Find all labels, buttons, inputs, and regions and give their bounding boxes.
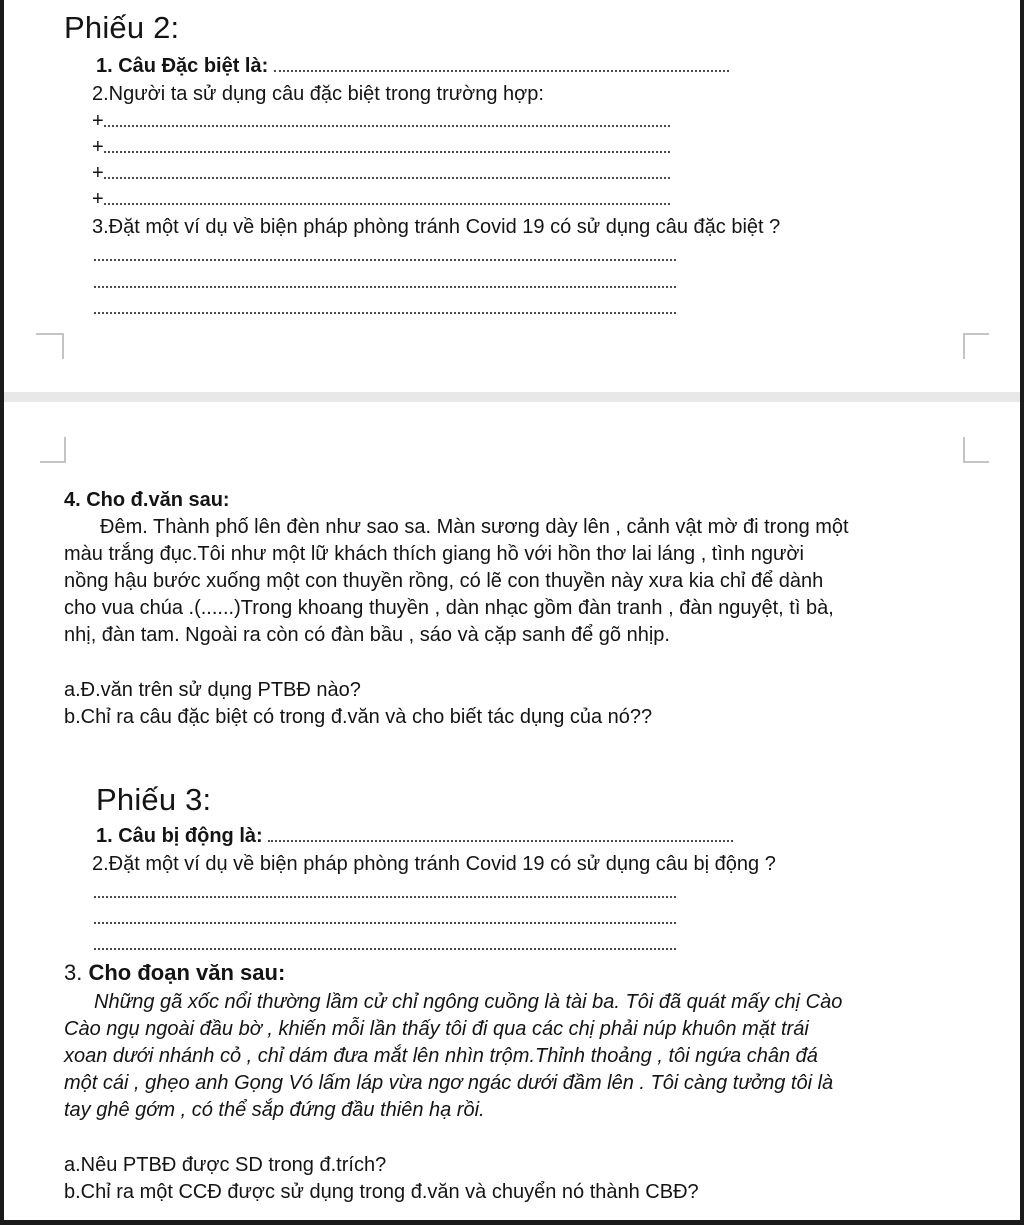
answer-dotted-line bbox=[94, 948, 676, 950]
bullet-plus: + bbox=[92, 136, 104, 158]
section4-passage bbox=[64, 514, 970, 649]
page-break-gap bbox=[4, 392, 1020, 402]
passage-line: cho vua chúa .(......)Trong khoang thuyền , dàn nhạc gồm đàn tranh , đàn nguyệt, tì bà, bbox=[64, 597, 834, 619]
margin-corner-mark bbox=[963, 333, 989, 359]
bullet-plus: + bbox=[92, 188, 104, 210]
phieu2-title: Phiếu 2: bbox=[64, 10, 180, 45]
phieu3-q2: 2.Đặt một ví dụ về biện pháp phòng tránh Covid 19 có sử dụng câu bị động ? bbox=[92, 853, 776, 875]
passage-line: Đêm. Thành phố lên đèn như sao sa. Màn sương dày lên , cảnh vật mờ đi trong một bbox=[100, 516, 849, 538]
phieu3-title: Phiếu 3: bbox=[96, 782, 212, 817]
margin-corner-mark bbox=[963, 437, 989, 463]
phieu3-q3 bbox=[64, 959, 285, 986]
phieu3-q3-heading: Cho đoạn văn sau: bbox=[88, 960, 286, 985]
bullet-plus: + bbox=[92, 162, 104, 184]
margin-corner-mark bbox=[40, 437, 66, 463]
section4-question-b: b.Chỉ ra câu đặc biệt có trong đ.văn và cho biết tác dụng của nó?? bbox=[64, 706, 653, 728]
phieu3-question-b: b.Chỉ ra một CCĐ được sử dụng trong đ.văn và chuyển nó thành CBĐ? bbox=[64, 1181, 699, 1203]
answer-dotted-line bbox=[268, 838, 733, 842]
phieu2-q3: 3.Đặt một ví dụ về biện pháp phòng tránh Covid 19 có sử dụng câu đặc biệt ? bbox=[92, 216, 781, 238]
answer-dotted-line bbox=[104, 149, 670, 153]
page-border-right bbox=[1020, 0, 1024, 1225]
passage-line: Những gã xốc nổi thường lầm cử chỉ ngông cuồng là tài ba. Tôi đã quát mấy chị Cào bbox=[94, 991, 843, 1013]
passage-line: một cái , ghẹo anh Gọng Vó lấm láp vừa ngơ ngác dưới đầm lên . Tôi càng tưởng tôi là bbox=[64, 1072, 834, 1094]
bullet-answer-line bbox=[92, 108, 670, 135]
phieu2-q1 bbox=[96, 53, 729, 80]
phieu3-q3-number: 3. bbox=[64, 960, 83, 985]
answer-dotted-line bbox=[104, 201, 670, 205]
page-border-bottom bbox=[0, 1220, 1024, 1225]
answer-dotted-line bbox=[94, 286, 676, 288]
phieu3-q1-label: 1. Câu bị động là: bbox=[96, 825, 263, 847]
section4-heading: 4. Cho đ.văn sau: bbox=[64, 489, 230, 511]
answer-dotted-line bbox=[94, 896, 676, 898]
phieu3-q1 bbox=[96, 823, 733, 850]
phieu2-q2: 2.Người ta sử dụng câu đặc biệt trong trường hợp: bbox=[92, 83, 544, 105]
bullet-answer-line bbox=[92, 186, 670, 213]
phieu3-question-a: a.Nêu PTBĐ được SD trong đ.trích? bbox=[64, 1154, 387, 1176]
passage-line: tay ghê gớm , có thể sắp đứng đầu thiên hạ rồi. bbox=[64, 1099, 485, 1121]
phieu2-q1-label: 1. Câu Đặc biệt là: bbox=[96, 55, 269, 77]
section4-question-a: a.Đ.văn trên sử dụng PTBĐ nào? bbox=[64, 679, 361, 701]
bullet-answer-line bbox=[92, 160, 670, 187]
answer-dotted-line bbox=[274, 68, 729, 72]
answer-dotted-line bbox=[94, 312, 676, 314]
bullet-plus: + bbox=[92, 110, 104, 132]
passage-line: xoan dưới nhánh cỏ , chỉ dám đưa mắt lên nhìn trộm.Thỉnh thoảng , tôi ngứa chân đá bbox=[64, 1045, 818, 1067]
margin-corner-mark bbox=[36, 333, 64, 359]
bullet-answer-line bbox=[92, 134, 670, 161]
passage-line: màu trắng đục.Tôi như một lữ khách thích giang hồ với hồn thơ lai láng , tình người bbox=[64, 543, 804, 565]
passage-line: nồng hậu bước xuống một con thuyền rồng, có lẽ con thuyền này xưa kia chỉ để dành bbox=[64, 570, 824, 592]
answer-dotted-line bbox=[104, 123, 670, 127]
passage-line: nhị, đàn tam. Ngoài ra còn có đàn bầu , sáo và cặp sanh để gõ nhịp. bbox=[64, 624, 670, 646]
passage-line: Cào ngụ ngoài đầu bờ , khiến mỗi lần thấy tôi đi qua các chị phải núp khuôn mặt trái bbox=[64, 1018, 809, 1040]
page-border-left bbox=[0, 0, 4, 1225]
answer-dotted-line bbox=[94, 922, 676, 924]
phieu3-passage bbox=[64, 989, 970, 1124]
answer-dotted-line bbox=[94, 259, 676, 261]
answer-dotted-line bbox=[104, 175, 670, 179]
